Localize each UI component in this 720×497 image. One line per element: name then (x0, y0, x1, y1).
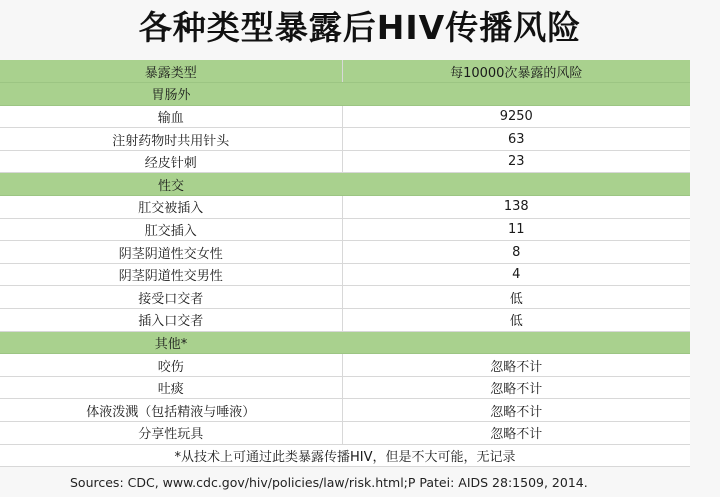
table-row (0, 105, 690, 128)
sources-citation: Sources: CDC, www.cdc.gov/hiv/policies/law/risk.html;P Patei: AIDS 28:1509, 2014. (70, 475, 588, 490)
table-row (0, 399, 690, 422)
exposure-type-cell: 咬伤 (0, 354, 342, 377)
table-row (0, 376, 690, 399)
category-label: 性交 (0, 173, 342, 196)
exposure-type-cell: 肛交插入 (0, 218, 342, 241)
category-row-parenteral (0, 83, 690, 106)
risk-value-cell: 忽略不计 (342, 376, 690, 399)
header-exposure-type: 暴露类型 (0, 60, 342, 83)
risk-value-cell: 11 (342, 218, 690, 241)
risk-table (0, 60, 690, 467)
table-row (0, 150, 690, 173)
table-row (0, 128, 690, 151)
exposure-type-cell: 阴茎阴道性交女性 (0, 241, 342, 264)
risk-value-cell: 忽略不计 (342, 354, 690, 377)
risk-value-cell: 忽略不计 (342, 399, 690, 422)
risk-value-cell: 忽略不计 (342, 422, 690, 445)
table-row (0, 241, 690, 264)
exposure-type-cell: 阴茎阴道性交男性 (0, 263, 342, 286)
table-row (0, 309, 690, 332)
exposure-type-cell: 注射药物时共用针头 (0, 128, 342, 151)
risk-value-cell: 低 (342, 309, 690, 332)
footnote-row (0, 444, 690, 467)
risk-value-cell: 低 (342, 286, 690, 309)
exposure-type-cell: 插入口交者 (0, 309, 342, 332)
exposure-type-cell: 经皮针刺 (0, 150, 342, 173)
exposure-type-cell: 体液泼溅（包括精液与唾液） (0, 399, 342, 422)
category-label: 胃肠外 (0, 83, 342, 106)
table-row (0, 354, 690, 377)
exposure-type-cell: 分享性玩具 (0, 422, 342, 445)
risk-value-cell: 138 (342, 196, 690, 219)
table-row (0, 422, 690, 445)
footnote: *从技术上可通过此类暴露传播HIV，但是不大可能，无记录 (0, 444, 690, 467)
table-row (0, 218, 690, 241)
risk-value-cell: 9250 (342, 105, 690, 128)
exposure-type-cell: 接受口交者 (0, 286, 342, 309)
exposure-type-cell: 肛交被插入 (0, 196, 342, 219)
header-risk-per-10000: 每10000次暴露的风险 (342, 60, 690, 83)
risk-value-cell: 8 (342, 241, 690, 264)
table-header-row (0, 60, 690, 83)
category-row-other (0, 331, 690, 354)
table-row (0, 196, 690, 219)
risk-value-cell: 4 (342, 263, 690, 286)
table-row (0, 286, 690, 309)
page-title: 各种类型暴露后HIV传播风险 (138, 8, 582, 47)
category-label: 其他* (0, 331, 342, 354)
exposure-type-cell: 输血 (0, 105, 342, 128)
category-row-sexual (0, 173, 690, 196)
risk-value-cell: 23 (342, 150, 690, 173)
table-row (0, 263, 690, 286)
risk-value-cell: 63 (342, 128, 690, 151)
exposure-type-cell: 吐痰 (0, 376, 342, 399)
